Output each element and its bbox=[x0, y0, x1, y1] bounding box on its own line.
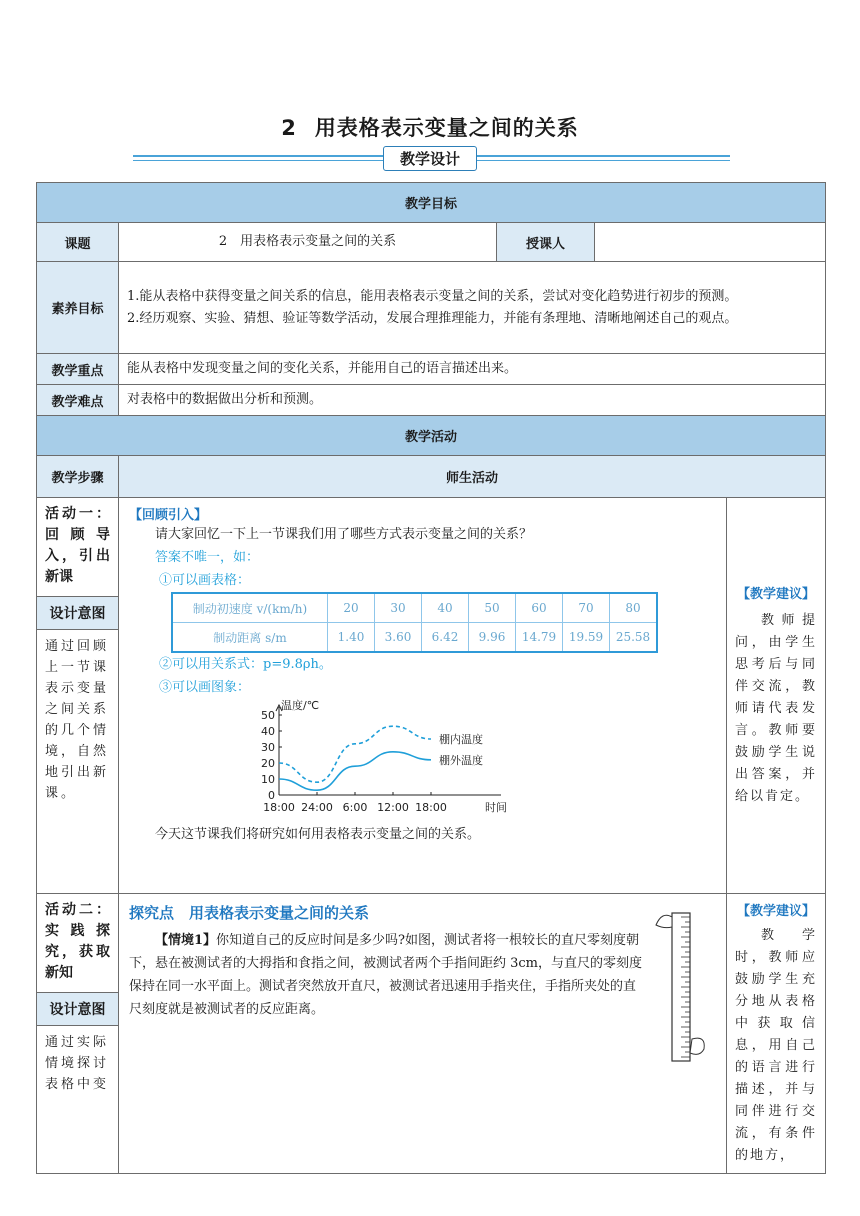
series-label: 棚内温度 bbox=[439, 733, 483, 746]
speed-cell: 20 bbox=[328, 593, 375, 623]
activity1-closing: 今天这节课我们将研究如何用表格表示变量之间的关系。 bbox=[155, 827, 481, 842]
speed-row-label: 制动初速度 v/(km/h) bbox=[172, 593, 328, 623]
review-question: 请大家回忆一下上一节课我们用了哪些方式表示变量之间的关系？ bbox=[155, 527, 533, 542]
x-tick-label: 6:00 bbox=[342, 801, 368, 814]
activity2-intent-text: 通过实际情境探讨表格中变 bbox=[45, 1035, 110, 1092]
distance-cell: 9.96 bbox=[469, 623, 516, 653]
x-tick-label: 24:00 bbox=[301, 801, 333, 814]
activity1-side bbox=[37, 498, 119, 894]
distance-cell: 1.40 bbox=[328, 623, 375, 653]
distance-row-label: 制动距离 s/m bbox=[172, 623, 328, 653]
speed-cell: 80 bbox=[610, 593, 658, 623]
literacy-cell bbox=[119, 262, 826, 354]
activity1-intent-text: 通过回顾上一节课表示变量之间关系的几个情境，自然地引出新课。 bbox=[45, 639, 110, 801]
distance-cell: 3.60 bbox=[375, 623, 422, 653]
activity2-content bbox=[119, 894, 727, 1174]
distance-cell: 25.58 bbox=[610, 623, 658, 653]
y-tick-label: 30 bbox=[261, 741, 275, 754]
upper-hand-icon bbox=[656, 915, 672, 927]
speed-cell: 60 bbox=[516, 593, 563, 623]
difficulty-value: 对表格中的数据做出分析和预测。 bbox=[119, 385, 826, 416]
goals-header: 教学目标 bbox=[37, 183, 826, 223]
suggestion1-text: 教师提问，由学生思考后与同伴交流，教师请代表发言。教师要鼓励学生说出答案，并给以肯定。 bbox=[735, 613, 818, 804]
explore-title: 探究点 用表格表示变量之间的关系 bbox=[129, 904, 370, 922]
section-badge: 教学设计 bbox=[383, 146, 477, 171]
activity2-side bbox=[37, 894, 119, 1174]
suggestion2-text: 教学时，教师应鼓励学生充分地从表格中获取信息，用自己的语言进行描述，并与同伴进行交流，有条件的地方， bbox=[735, 928, 818, 1163]
literacy-goal-1: 1.能从表格中获得变量之间关系的信息，能用表格表示变量之间的关系，尝试对变化趋势进行初步的预测。 bbox=[127, 288, 738, 304]
y-tick-label: 10 bbox=[261, 773, 275, 786]
activity2-suggestion bbox=[727, 894, 826, 1174]
situation-text: 你知道自己的反应时间是多少吗?如图，测试者将一根较长的直尺零刻度朝下，悬在被测试者的大拇指和食指之间，被测试者两个手指间距约 3cm，与直尺的零刻度保持在同一水平面上。测试者突然放开直尺，被测试者迅速用手指夹住，手指所夹处的直尺刻度就是被测试者的反应距离。 bbox=[129, 933, 643, 1017]
teacher-label: 授课人 bbox=[497, 223, 595, 262]
series-label: 棚外温度 bbox=[439, 753, 483, 767]
speed-cell: 50 bbox=[469, 593, 516, 623]
x-tick-label: 18:00 bbox=[263, 801, 295, 814]
situation-label: 【情境1】 bbox=[155, 933, 217, 948]
braking-table bbox=[171, 592, 658, 653]
x-axis-label: 时间 bbox=[485, 801, 507, 814]
activity1-content bbox=[119, 498, 727, 894]
distance-cell: 14.79 bbox=[516, 623, 563, 653]
situation-paragraph bbox=[129, 929, 644, 1067]
speed-cell: 40 bbox=[422, 593, 469, 623]
course-label: 课题 bbox=[37, 223, 119, 262]
key-point-value: 能从表格中发现变量之间的变化关系，并能用自己的语言描述出来。 bbox=[119, 354, 826, 385]
lesson-plan-table bbox=[36, 182, 826, 1174]
literacy-label: 素养目标 bbox=[37, 262, 119, 354]
chart-y-label: 温度/℃ bbox=[281, 699, 320, 712]
distance-cell: 19.59 bbox=[563, 623, 610, 653]
key-point-label: 教学重点 bbox=[37, 354, 119, 385]
lower-hand-icon bbox=[690, 1038, 704, 1054]
way-3: ③可以画图象： bbox=[159, 680, 251, 695]
series-line-outside bbox=[279, 752, 431, 790]
teacher-value bbox=[595, 223, 826, 262]
y-tick-label: 40 bbox=[261, 725, 275, 738]
way-1: ①可以画表格： bbox=[159, 573, 251, 588]
temperature-chart bbox=[247, 699, 547, 823]
banner-line-left-thin bbox=[133, 160, 383, 161]
banner-line-right bbox=[477, 155, 730, 157]
activity2-intent-label: 设计意图 bbox=[37, 992, 118, 1025]
activities-header: 教学活动 bbox=[37, 416, 826, 456]
teacher-student-label: 师生活动 bbox=[119, 456, 826, 498]
y-tick-label: 20 bbox=[261, 757, 275, 770]
speed-cell: 70 bbox=[563, 593, 610, 623]
banner-line-left bbox=[133, 155, 383, 157]
activity1-intent-label: 设计意图 bbox=[37, 596, 118, 629]
speed-cell: 30 bbox=[375, 593, 422, 623]
y-tick-label: 50 bbox=[261, 709, 275, 722]
activity2-name: 活动二：实践探究，获取新知 bbox=[45, 902, 110, 981]
course-value: 2 用表格表示变量之间的关系 bbox=[119, 223, 497, 262]
activity1-suggestion bbox=[727, 498, 826, 894]
y-tick-label: 0 bbox=[268, 789, 275, 802]
page-title: 2 用表格表示变量之间的关系 bbox=[281, 116, 579, 140]
steps-label: 教学步骤 bbox=[37, 456, 119, 498]
x-tick-label: 12:00 bbox=[377, 801, 409, 814]
x-tick-label: 18:00 bbox=[415, 801, 447, 814]
answer-intro: 答案不唯一，如： bbox=[155, 550, 260, 565]
review-title: 【回顾引入】 bbox=[129, 508, 208, 523]
way-2: ②可以用关系式：p=9.8ρh。 bbox=[159, 657, 332, 672]
banner-line-right-thin bbox=[477, 160, 730, 161]
suggestion2-title: 【教学建议】 bbox=[737, 904, 816, 919]
literacy-goal-2: 2.经历观察、实验、猜想、验证等数学活动，发展合理推理能力，并能有条理地、清晰地阐述自己的观点。 bbox=[127, 310, 738, 326]
suggestion1-title: 【教学建议】 bbox=[737, 587, 816, 602]
difficulty-label: 教学难点 bbox=[37, 385, 119, 416]
activity1-name: 活动一：回顾导入，引出新课 bbox=[45, 506, 110, 585]
distance-cell: 6.42 bbox=[422, 623, 469, 653]
ruler-illustration bbox=[650, 907, 710, 1067]
